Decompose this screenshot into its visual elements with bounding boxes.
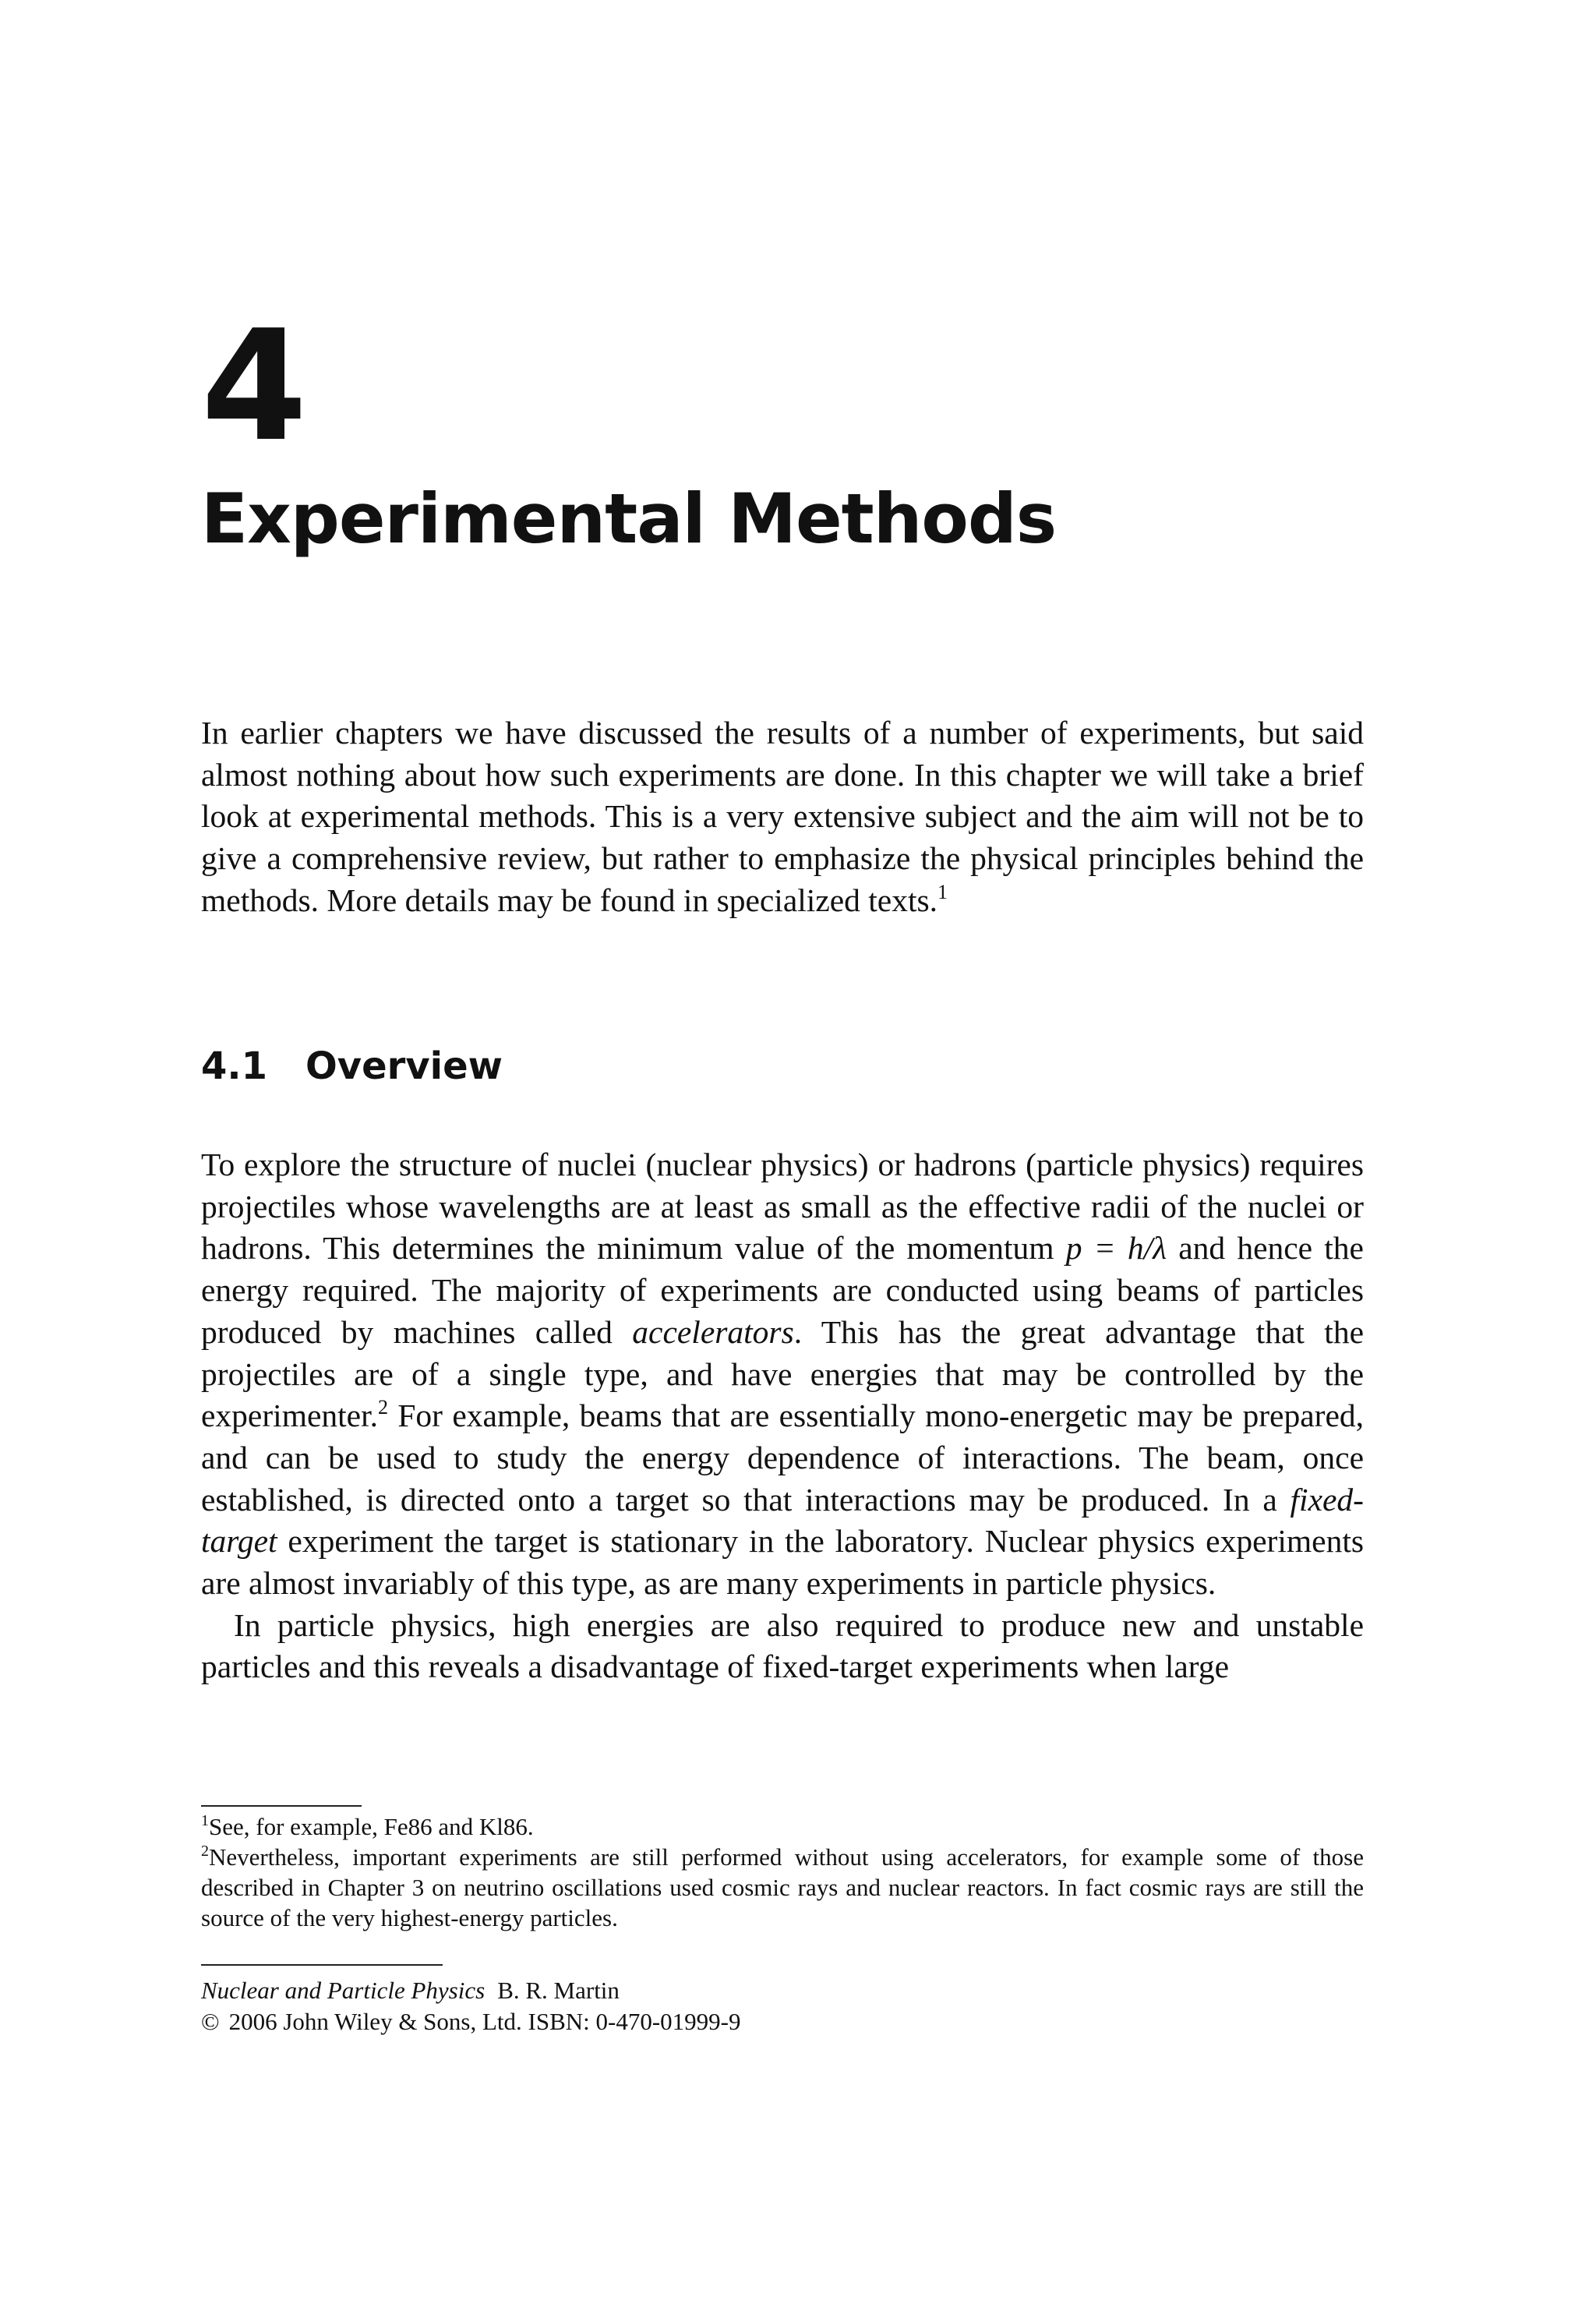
footnote-marker: 1 xyxy=(201,1812,209,1829)
emphasis-fixed-target: fixed-target xyxy=(201,1481,1364,1560)
book-title: Nuclear and Particle Physics xyxy=(201,1977,486,2004)
intro-text: In earlier chapters we have discussed the results of a number of experiments, but said almost nothing about how such experiments are done. In this chapter we will take a brief look at experimental methods. This is a very extensive subject and the aim will not be to give a comprehensive review, but rather to emphasize the physical principles behind the methods. More details may be found in specialized texts. xyxy=(201,715,1364,918)
chapter-title: Experimental Methods xyxy=(201,479,1057,559)
author: B. R. Martin xyxy=(497,1977,620,2004)
copyright-icon: © xyxy=(201,2008,220,2035)
footnote-marker: 2 xyxy=(201,1843,209,1860)
footnote-1 xyxy=(201,1811,1364,1842)
publication-info xyxy=(201,1975,741,2037)
momentum-formula: p = h/λ xyxy=(1065,1230,1167,1267)
text-run: experiment the target is stationary in the laboratory. Nuclear physics experiments are almost invariably of this type, as are many experiments in particle physics. xyxy=(201,1523,1364,1602)
publication-divider xyxy=(201,1964,443,1966)
footnotes xyxy=(201,1811,1364,1933)
copyright-line xyxy=(201,2006,741,2037)
section-number: 4.1 xyxy=(201,1044,268,1088)
footnote-text: See, for example, Fe86 and Kl86. xyxy=(209,1813,534,1840)
text-run: To explore the structure of nuclei (nuclear physics) or hadrons (particle physics) requires projectiles whose wavelengths are at least as small as the effective radii of the nuclei or hadrons. This determines the minimum value of the momentum xyxy=(201,1147,1364,1267)
section-title: Overview xyxy=(305,1044,503,1088)
text-run: For example, beams that are essentially mono-energetic may be prepared, and can be used to study the energy dependence of interactions. The beam, once established, is directed onto a target so that interactions may be produced. In a xyxy=(201,1398,1364,1518)
footnote-divider xyxy=(201,1805,362,1807)
footnote-ref-2[interactable]: 2 xyxy=(378,1396,388,1419)
intro-paragraph xyxy=(201,712,1364,922)
overview-body xyxy=(201,1144,1364,1688)
text-run: . This has the great advantage that the projectiles are of a single type, and have energies that may be controlled by the experimenter. xyxy=(201,1313,1364,1434)
overview-paragraph-1 xyxy=(201,1144,1364,1605)
text-run: and hence the energy required. The majority of experiments are conducted using beams of particles produced by machines called xyxy=(201,1230,1364,1350)
book-credit xyxy=(201,1975,741,2006)
section-heading xyxy=(201,1044,503,1088)
footnote-text: Nevertheless, important experiments are still performed without using accelerators, for example some of those described in Chapter 3 on neutrino oscillations used cosmic rays and nuclear reactors. In fact cosmic rays are still the source of the very highest-energy particles. xyxy=(201,1843,1364,1931)
footnote-ref-1[interactable]: 1 xyxy=(937,880,948,903)
overview-paragraph-2: In particle physics, high energies are also required to produce new and unstable particles and this reveals a disadvantage of fixed-target experiments when large xyxy=(201,1606,1364,1685)
copyright-text: 2006 John Wiley & Sons, Ltd. ISBN: 0-470-01999-9 xyxy=(228,2008,741,2035)
footnote-2 xyxy=(201,1842,1364,1933)
chapter-number: 4 xyxy=(201,298,305,475)
emphasis-accelerators: accelerators xyxy=(632,1313,794,1350)
